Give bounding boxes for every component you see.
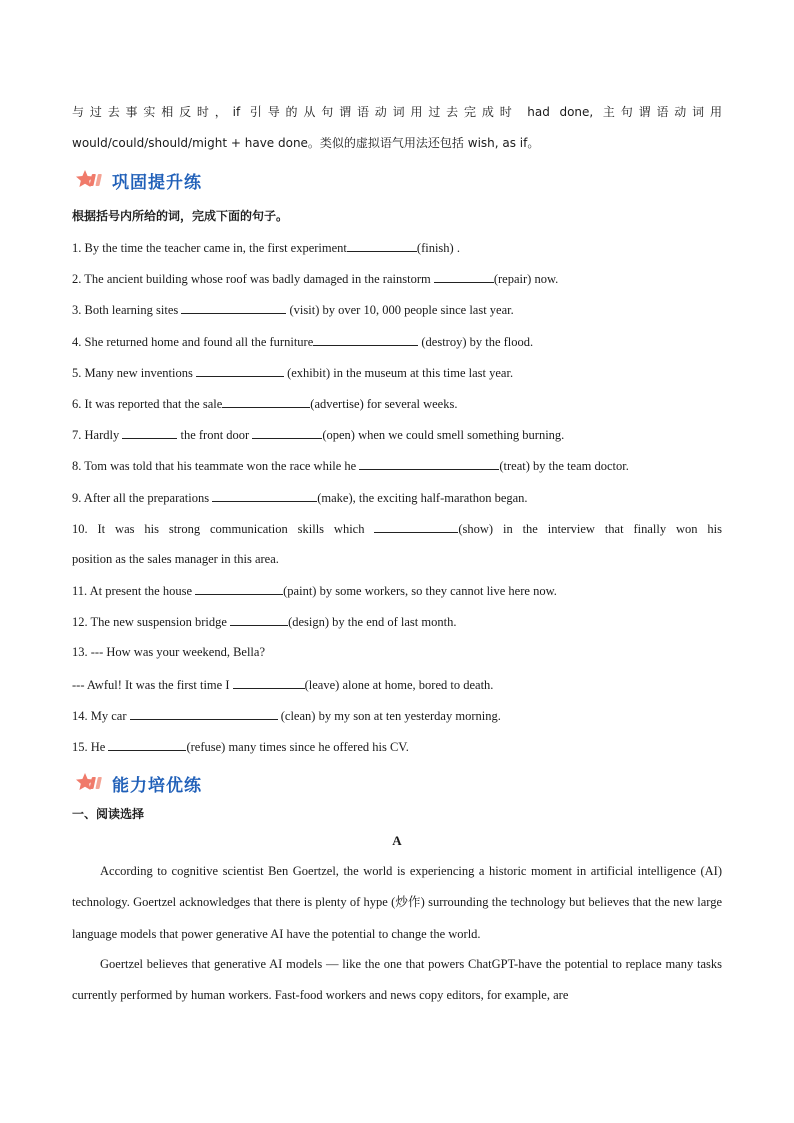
answer-blank[interactable] [252, 426, 322, 439]
intro-line-1: 与过去事实相反时，if 引导的从句谓语动词用过去完成时 had done, 主句谓语动词用 [72, 105, 722, 119]
intro-line-2: would/could/should/might + have done。类似的虚拟语气用法还包括 wish, as if。 [72, 136, 540, 150]
exercise-text: 4. She returned home and found all the furniture [72, 334, 314, 349]
exercise-item [72, 457, 629, 474]
exercise-item [72, 738, 409, 755]
exercise-text: 12. The new suspension bridge [72, 615, 231, 630]
exercise-text: 13. --- How was your weekend, Bella? [72, 645, 265, 660]
exercise-text: (open) when we could smell something burning. [322, 428, 565, 443]
section-heading-consolidate [76, 167, 202, 193]
exercise-text: (visit) by over 10, 000 people since last year. [286, 303, 514, 318]
star-badge-icon [76, 772, 106, 794]
passage-paragraph-2: Goertzel believes that generative AI models — like the one that powers ChatGPT-have the potential to replace many tasks currently performed by human workers. Fast-food workers and news copy editors, for example, are [72, 957, 722, 1003]
exercise-text: 15. He [72, 740, 109, 754]
answer-blank[interactable] [222, 395, 310, 408]
exercise-text: 14. My car [72, 708, 130, 723]
exercise-item [72, 676, 493, 693]
exercise-text: (design) by the end of last month. [288, 615, 457, 630]
exercise-item [72, 644, 265, 660]
answer-blank[interactable] [230, 613, 288, 626]
passage-label: A [392, 833, 402, 848]
answer-blank[interactable] [196, 364, 284, 377]
star-badge-icon [76, 169, 106, 191]
exercise-text: --- Awful! It was the first time I [72, 677, 233, 692]
exercise-text: 9. After all the preparations [72, 490, 213, 505]
exercise-text: 7. Hardly [72, 428, 123, 443]
exercise-text: 6. It was reported that the sale [72, 397, 223, 411]
exercise-text: 11. At present the house [72, 584, 196, 598]
answer-blank[interactable] [130, 707, 278, 720]
answer-blank[interactable] [122, 426, 177, 439]
answer-blank[interactable] [233, 676, 305, 689]
exercise-text: (clean) by my son at ten yesterday morning. [277, 708, 501, 723]
exercise-text: 5. Many new inventions [72, 365, 196, 380]
exercise-10-line-2: position as the sales manager in this area. [72, 552, 279, 566]
exercise-text: (repair) now. [493, 272, 559, 287]
exercise-item [72, 239, 460, 256]
answer-blank[interactable] [195, 582, 283, 595]
exercise-item [72, 489, 528, 506]
exercise-text: (destroy) by the flood. [418, 334, 534, 349]
answer-blank[interactable] [108, 738, 186, 751]
exercise-text: 2. The ancient building whose roof was badly damaged in the rainstorm [72, 272, 434, 287]
exercise-text: 3. Both learning sites [72, 303, 182, 318]
subheading-reading: 一、阅读选择 [72, 807, 145, 821]
answer-blank[interactable] [434, 270, 494, 283]
exercise-item [72, 707, 501, 724]
exercise-item [72, 395, 457, 412]
exercise-text: 8. Tom was told that his teammate won the race while he [72, 459, 360, 474]
answer-blank[interactable] [181, 301, 286, 314]
exercise-text: (advertise) for several weeks. [310, 397, 458, 411]
section-title: 巩固提升练 [112, 168, 202, 193]
exercise-text: (paint) by some workers, so they cannot live here now. [283, 584, 557, 598]
exercise-item [72, 270, 558, 287]
exercise-item [72, 364, 513, 381]
exercise-text: (treat) by the team doctor. [499, 459, 629, 474]
exercise-item [72, 582, 557, 599]
exercise-text: 1. By the time the teacher came in, the first experiment [72, 241, 347, 255]
exercise-text: (refuse) many times since he offered his CV. [186, 740, 409, 754]
answer-blank[interactable] [359, 457, 499, 470]
exercise-item [72, 613, 456, 630]
section-heading-advanced [76, 770, 202, 796]
exercise-text: the front door [177, 428, 253, 443]
exercise-10-line-1 [72, 520, 722, 537]
exercise-text: 10. It was his strong communication skills which [72, 522, 375, 536]
exercise-item [72, 333, 533, 350]
exercise-text: (exhibit) in the museum at this time last year. [283, 365, 514, 380]
instruction: 根据括号内所给的词，完成下面的句子。 [72, 209, 289, 223]
passage-paragraph-1: According to cognitive scientist Ben Goertzel, the world is experiencing a historic moment in artificial intelligence (AI) technology. Goertzel acknowledges that there is plenty of hype (炒作) surrounding the technology but believes that the new large language models that power generative AI have the potential to change the world. [72, 864, 722, 941]
exercise-text: (show) in the interview that finally won his [458, 522, 722, 536]
answer-blank[interactable] [374, 520, 458, 533]
answer-blank[interactable] [313, 333, 418, 346]
answer-blank[interactable] [212, 489, 317, 502]
exercise-item [72, 301, 514, 318]
exercise-text: (leave) alone at home, bored to death. [304, 677, 494, 692]
exercise-text: (make), the exciting half-marathon began. [317, 490, 528, 505]
exercise-item [72, 426, 564, 443]
answer-blank[interactable] [347, 239, 417, 252]
section-title: 能力培优练 [112, 771, 202, 796]
exercise-text: (finish) . [416, 241, 460, 255]
